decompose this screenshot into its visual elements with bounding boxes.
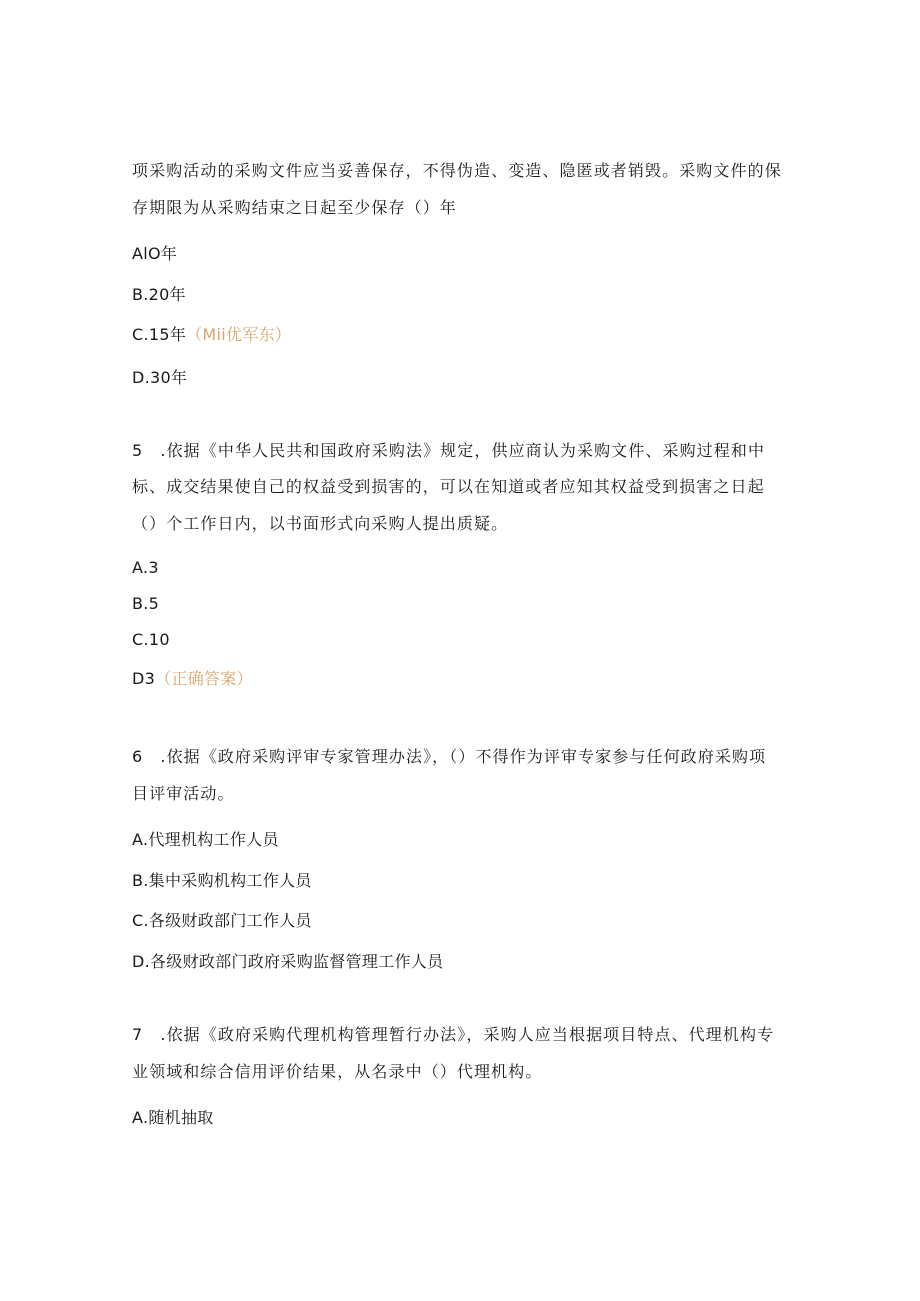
question-7-stem-line-2: 业领域和综合信用评价结果，从名录中（）代理机构。 — [132, 1062, 543, 1081]
question-6-option-b: B.集中采购机构工作人员 — [132, 871, 312, 890]
question-6-option-d: D.各级财政部门政府采购监督管理工作人员 — [132, 952, 444, 971]
question-4-option-c-text: C.15年 — [132, 325, 187, 344]
question-6-option-c: C.各级财政部门工作人员 — [132, 911, 312, 930]
question-6-stem-line-1: 6 .依据《政府采购评审专家管理办法》，（）不得作为评审专家参与任何政府采购项 — [132, 747, 767, 766]
question-5-stem-line-2: 标、成交结果使自己的权益受到损害的，可以在知道或者应知其权益受到损害之日起 — [132, 477, 765, 496]
question-4-option-a: AlO年 — [132, 244, 178, 263]
question-5-stem-line-3: （）个工作日内，以书面形式向采购人提出质疑。 — [132, 514, 509, 533]
question-6-stem-line-2: 目评审活动。 — [132, 784, 235, 803]
question-5-answer-note: （正确答案） — [155, 669, 253, 688]
question-5-option-c: C.10 — [132, 630, 170, 649]
question-4-option-d: D.30年 — [132, 368, 188, 387]
question-6-option-a: A.代理机构工作人员 — [132, 830, 279, 849]
question-5-stem-line-1: 5 .依据《中华人民共和国政府采购法》规定，供应商认为采购文件、采购过程和中 — [132, 441, 766, 460]
question-4-option-c — [132, 324, 291, 346]
question-7-stem-line-1: 7 .依据《政府采购代理机构管理暂行办法》，采购人应当根据项目特点、代理机构专 — [132, 1025, 775, 1044]
question-4-answer-note: （Mii优军东） — [186, 325, 292, 344]
question-5-option-d — [132, 668, 253, 690]
question-4-option-b: B.20年 — [132, 285, 186, 304]
question-5-option-d-text: D3 — [132, 669, 156, 688]
question-4-stem-line-2: 存期限为从采购结束之日起至少保存（）年 — [132, 198, 457, 217]
question-5-option-a: A.3 — [132, 558, 159, 577]
question-7-option-a: A.随机抽取 — [132, 1108, 214, 1127]
question-4-stem-line-1: 项采购活动的采购文件应当妥善保存，不得伪造、变造、隐匿或者销毁。采购文件的保 — [132, 161, 782, 180]
question-5-option-b: B.5 — [132, 594, 160, 613]
